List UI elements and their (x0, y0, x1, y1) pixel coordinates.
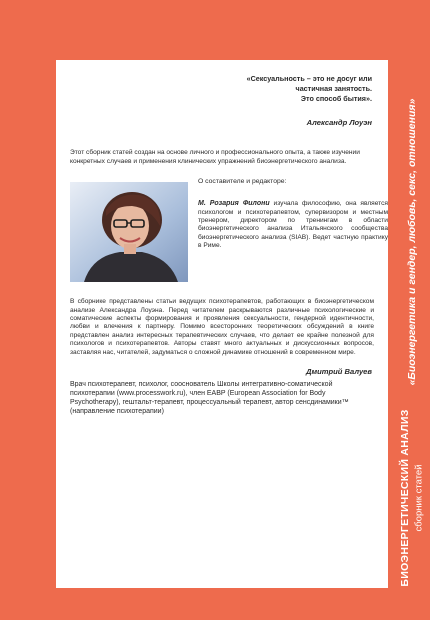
spine-title: БИОЭНЕРГЕТИЧЕСКИЙ АНАЛИЗ (399, 408, 411, 587)
portrait-image (70, 182, 188, 282)
epigraph-line-2: частичная занятость. (295, 84, 372, 93)
editor-photo (70, 182, 188, 282)
spine-series-title: «Биоэнергетика и гендер, любовь, секс, отношения» (406, 98, 418, 386)
spine-subtitle: сборник статей (413, 463, 425, 532)
editor-name: М. Розария Филони (198, 200, 270, 208)
reviewer-name: Дмитрий Валуев (306, 367, 372, 377)
epigraph-quote (70, 74, 372, 104)
book-spine (389, 0, 430, 620)
epigraph-line-3: Это способ бытия». (300, 94, 372, 103)
book-description: В сборнике представлены статьи ведущих психотерапевтов, работающих в биоэнергетическом анализе Александра Лоуэна. Перед читателем раскрываются различные психологические и соматические аспекты формирования и проявления сексуальности, гендерной идентичности, любви и влечения к партнеру. Помимо всесторонних теоретических обсуждений в книге представлен анализ интересных терапевтических случаев, что делает ее крайне полезной для психологов и психотерапевтов. Авторы ставят много актуальных и дискуссионных вопросов, заставляя нас, читателей, задуматься о сложной динамике отношений в современном мире. (70, 298, 374, 356)
reviewer-bio: Врач психотерапевт, психолог, сооснователь Школы интегративно-соматической психотерапии (www.processwork.ru), член EABP (European Association for Body Psychotherapy), гештальт-терапевт, процессуальный терапевт, автор сенсдинамики™ (направление психотерапии) (70, 381, 349, 416)
editor-heading: О составителе и редакторе: (198, 178, 287, 186)
epigraph-author: Александр Лоуэн (306, 118, 372, 127)
spine-subtitle-area (397, 52, 427, 432)
editor-bio: изучала философию, она является психологом и психотерапевтом, супервизором и местным тренером, директором по тренингам в области биоэнергетического анализа Итальянского сообщества биоэнергетического анализа (SIAB). Ведет частную практику в Риме. (198, 200, 388, 250)
spine-title-area (393, 385, 429, 610)
editor-description (198, 200, 388, 250)
editor-block (70, 178, 388, 290)
back-cover-page (56, 60, 388, 588)
intro-paragraph: Этот сборник статей создан на основе личного и профессионального опыта, а также изучении конкретных случаев и применения клинических упражнений биоэнергетического анализа. (70, 149, 360, 165)
epigraph-line-1: «Сексуальность – это не досуг или (246, 74, 372, 83)
